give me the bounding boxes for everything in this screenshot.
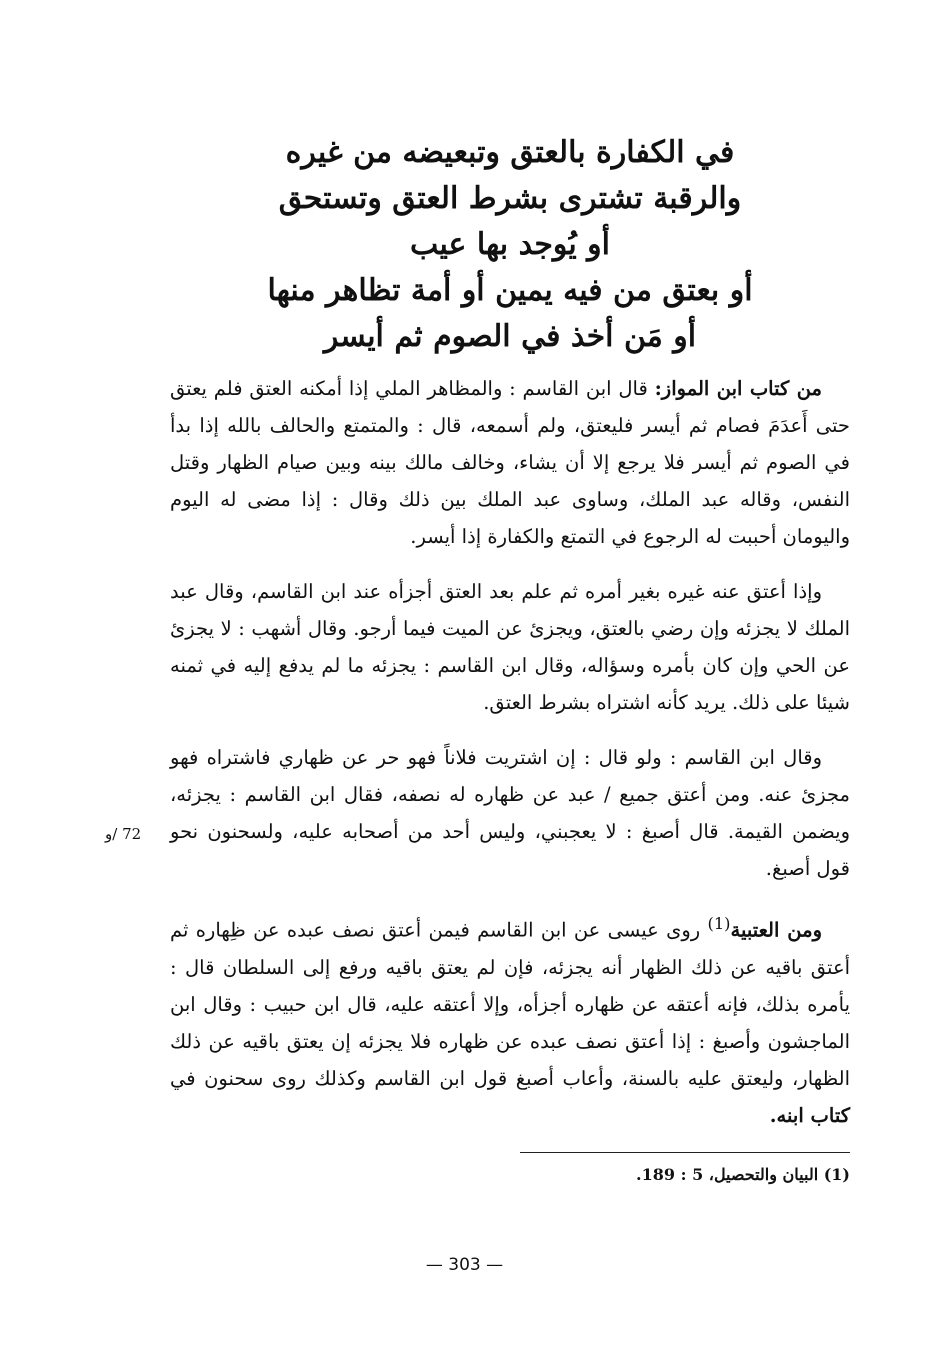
heading-line-1: في الكفارة بالعتق وتبعيضه من غيره	[285, 135, 735, 170]
chapter-heading	[170, 130, 850, 360]
paragraph-1	[170, 370, 850, 555]
paragraph-1-text: قال ابن القاسم : والمظاهر الملي إذا أمكنه العتق فلم يعتق حتى أَعدَمَ فصام ثم أيسر فليعتق، ولم أسمعه، قال : والمتمتع والحالف بالله إذا بدأ في الصوم ثم أيسر فلا يرجع إلا أن يشاء، وخالف مالك بينه وبين صيام الظهار وقتل النفس، وقاله عبد الملك، وساوى عبد الملك بين ذلك وقال : إذا مضى له اليوم واليومان أحببت له الرجوع في التمتع والكفارة إذا أيسر.	[170, 377, 850, 548]
heading-line-3: أو يُوجد بها عيب	[409, 227, 611, 262]
footnote-divider	[520, 1152, 850, 1153]
heading-line-4: أو بعتق من فيه يمين أو أمة تظاهر منها	[267, 273, 753, 308]
footnote: (1) البيان والتحصيل، 5 : 189.	[636, 1164, 850, 1184]
paragraph-4	[170, 905, 850, 1134]
marginal-folio-note: 72 /و	[105, 825, 142, 843]
paragraph-3: وقال ابن القاسم : ولو قال : إن اشتريت فلاناً فهو حر عن ظهاري فاشتراه فهو مجزئ عنه. ومن أعتق جميع / عبد عن ظهاره له نصفه، فقال ابن القاسم : يجزئه، ويضمن القيمة. قال أصبغ : لا يعجبني، وليس أحد من أصحابه عليه، ولسحنون نحو قول أصبغ.	[170, 746, 850, 880]
paragraph-4-text: روى عيسى عن ابن القاسم فيمن أعتق نصف عبده عن ظِهاره ثم أعتق باقيه عن ذلك الظهار أنه يجزئه، فإن لم يعتق باقيه ورفع إلى السلطان قال : يأمره بذلك، فإنه أعتقه عن ظهاره أجزأه، وإلا أعتقه عليه، قال ابن حبيب : وقال ابن الماجشون وأصبغ : إذا أعتق نصف عبده عن ظهاره فلا يجزئه إن يعتق باقيه عن ذلك الظهار، وليعتق عليه بالسنة، وأعاب أصبغ قول ابن القاسم وكذلك روى سحنون في	[170, 918, 850, 1090]
source-lead: ومن العتبية	[730, 918, 822, 942]
paragraph-2: وإذا أعتق عنه غيره بغير أمره ثم علم بعد العتق أجزأه عند ابن القاسم، وقال عبد الملك لا يجزئه وإن رضي بالعتق، ويجزئ عن الميت فيما أرجو. وقال أشهب : لا يجزئ عن الحي وإن كان بأمره وسؤاله، وقال ابن القاسم : يجزئه ما لم يدفع إليه في ثمنه شيئا على ذلك. يريد كأنه اشتراه بشرط العتق.	[170, 580, 850, 714]
heading-line-2: والرقبة تشترى بشرط العتق وتستحق	[278, 181, 742, 216]
heading-line-5: أو مَن أخذ في الصوم ثم أيسر	[323, 319, 697, 354]
footnote-reference: (1)	[707, 914, 731, 933]
source-lead: من كتاب ابن المواز:	[654, 377, 822, 400]
page-body	[170, 130, 850, 1189]
paragraph-4-bold-tail: كتاب ابنه.	[769, 1103, 850, 1127]
page-number: — 303 —	[425, 1255, 504, 1275]
